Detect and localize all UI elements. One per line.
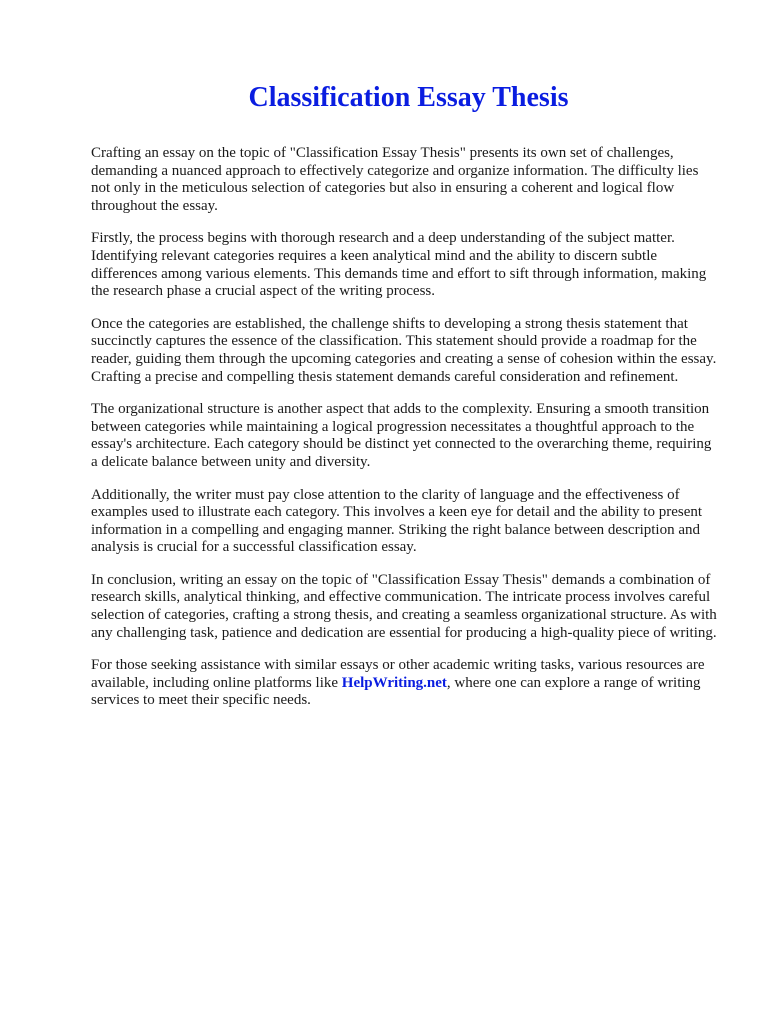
closing-text-after-link: , where one can explore a range of writing services to meet their specific needs. — [91, 674, 701, 709]
paragraph-intro: Crafting an essay on the topic of "Classification Essay Thesis" presents its own set of challenges, demanding a nuanced approach to effectively categorize and organize information. The difficulty lies not only in the meticulous selection of categories but also in ensuring a coherent and logical flow throughout the essay. — [91, 145, 699, 214]
document-body — [91, 145, 716, 710]
paragraph-conclusion: In conclusion, writing an essay on the topic of "Classification Essay Thesis" demands a combination of research skills, analytical thinking, and effective communication. The intricate process involves careful selection of categories, crafting a strong thesis, and creating a seamless organizational structure. As with any challenging task, patience and dedication are essential for producing a high-quality piece of writing. — [91, 571, 717, 641]
paragraph-research: Firstly, the process begins with thorough research and a deep understanding of the subject matter. Identifying relevant categories requires a keen analytical mind and the ability to discern subtle differences among various elements. This demands time and effort to sift through information, making the research phase a crucial aspect of the writing process. — [91, 230, 707, 300]
document-title: Classification Essay Thesis — [248, 82, 569, 113]
helpwriting-link[interactable]: HelpWriting.net — [341, 674, 447, 691]
paragraph-language: Additionally, the writer must pay close attention to the clarity of language and the effectiveness of examples used to illustrate each category. This involves a keen eye for detail and the ability to present information in a compelling and engaging manner. Striking the right balance between description and analysis is crucial for a successful classification essay. — [91, 486, 703, 556]
closing-text-before-link: For those seeking assistance with similar essays or other academic writing tasks, various resources are available, including online platforms like — [91, 657, 705, 691]
paragraph-thesis: Once the categories are established, the challenge shifts to developing a strong thesis statement that succinctly captures the essence of the classification. This statement should provide a roadmap for the reader, guiding them through the upcoming categories and creating a sense of cohesion within the essay. Crafting a precise and compelling thesis statement demands careful consideration and refinement. — [91, 315, 717, 385]
paragraph-structure: The organizational structure is another aspect that adds to the complexity. Ensuring a smooth transition between categories while maintaining a logical progression necessitates a thoughtful approach to the essay's architecture. Each category should be distinct yet connected to the overarching theme, requiring a delicate balance between unity and diversity. — [91, 401, 712, 470]
paragraph-closing — [91, 657, 719, 710]
